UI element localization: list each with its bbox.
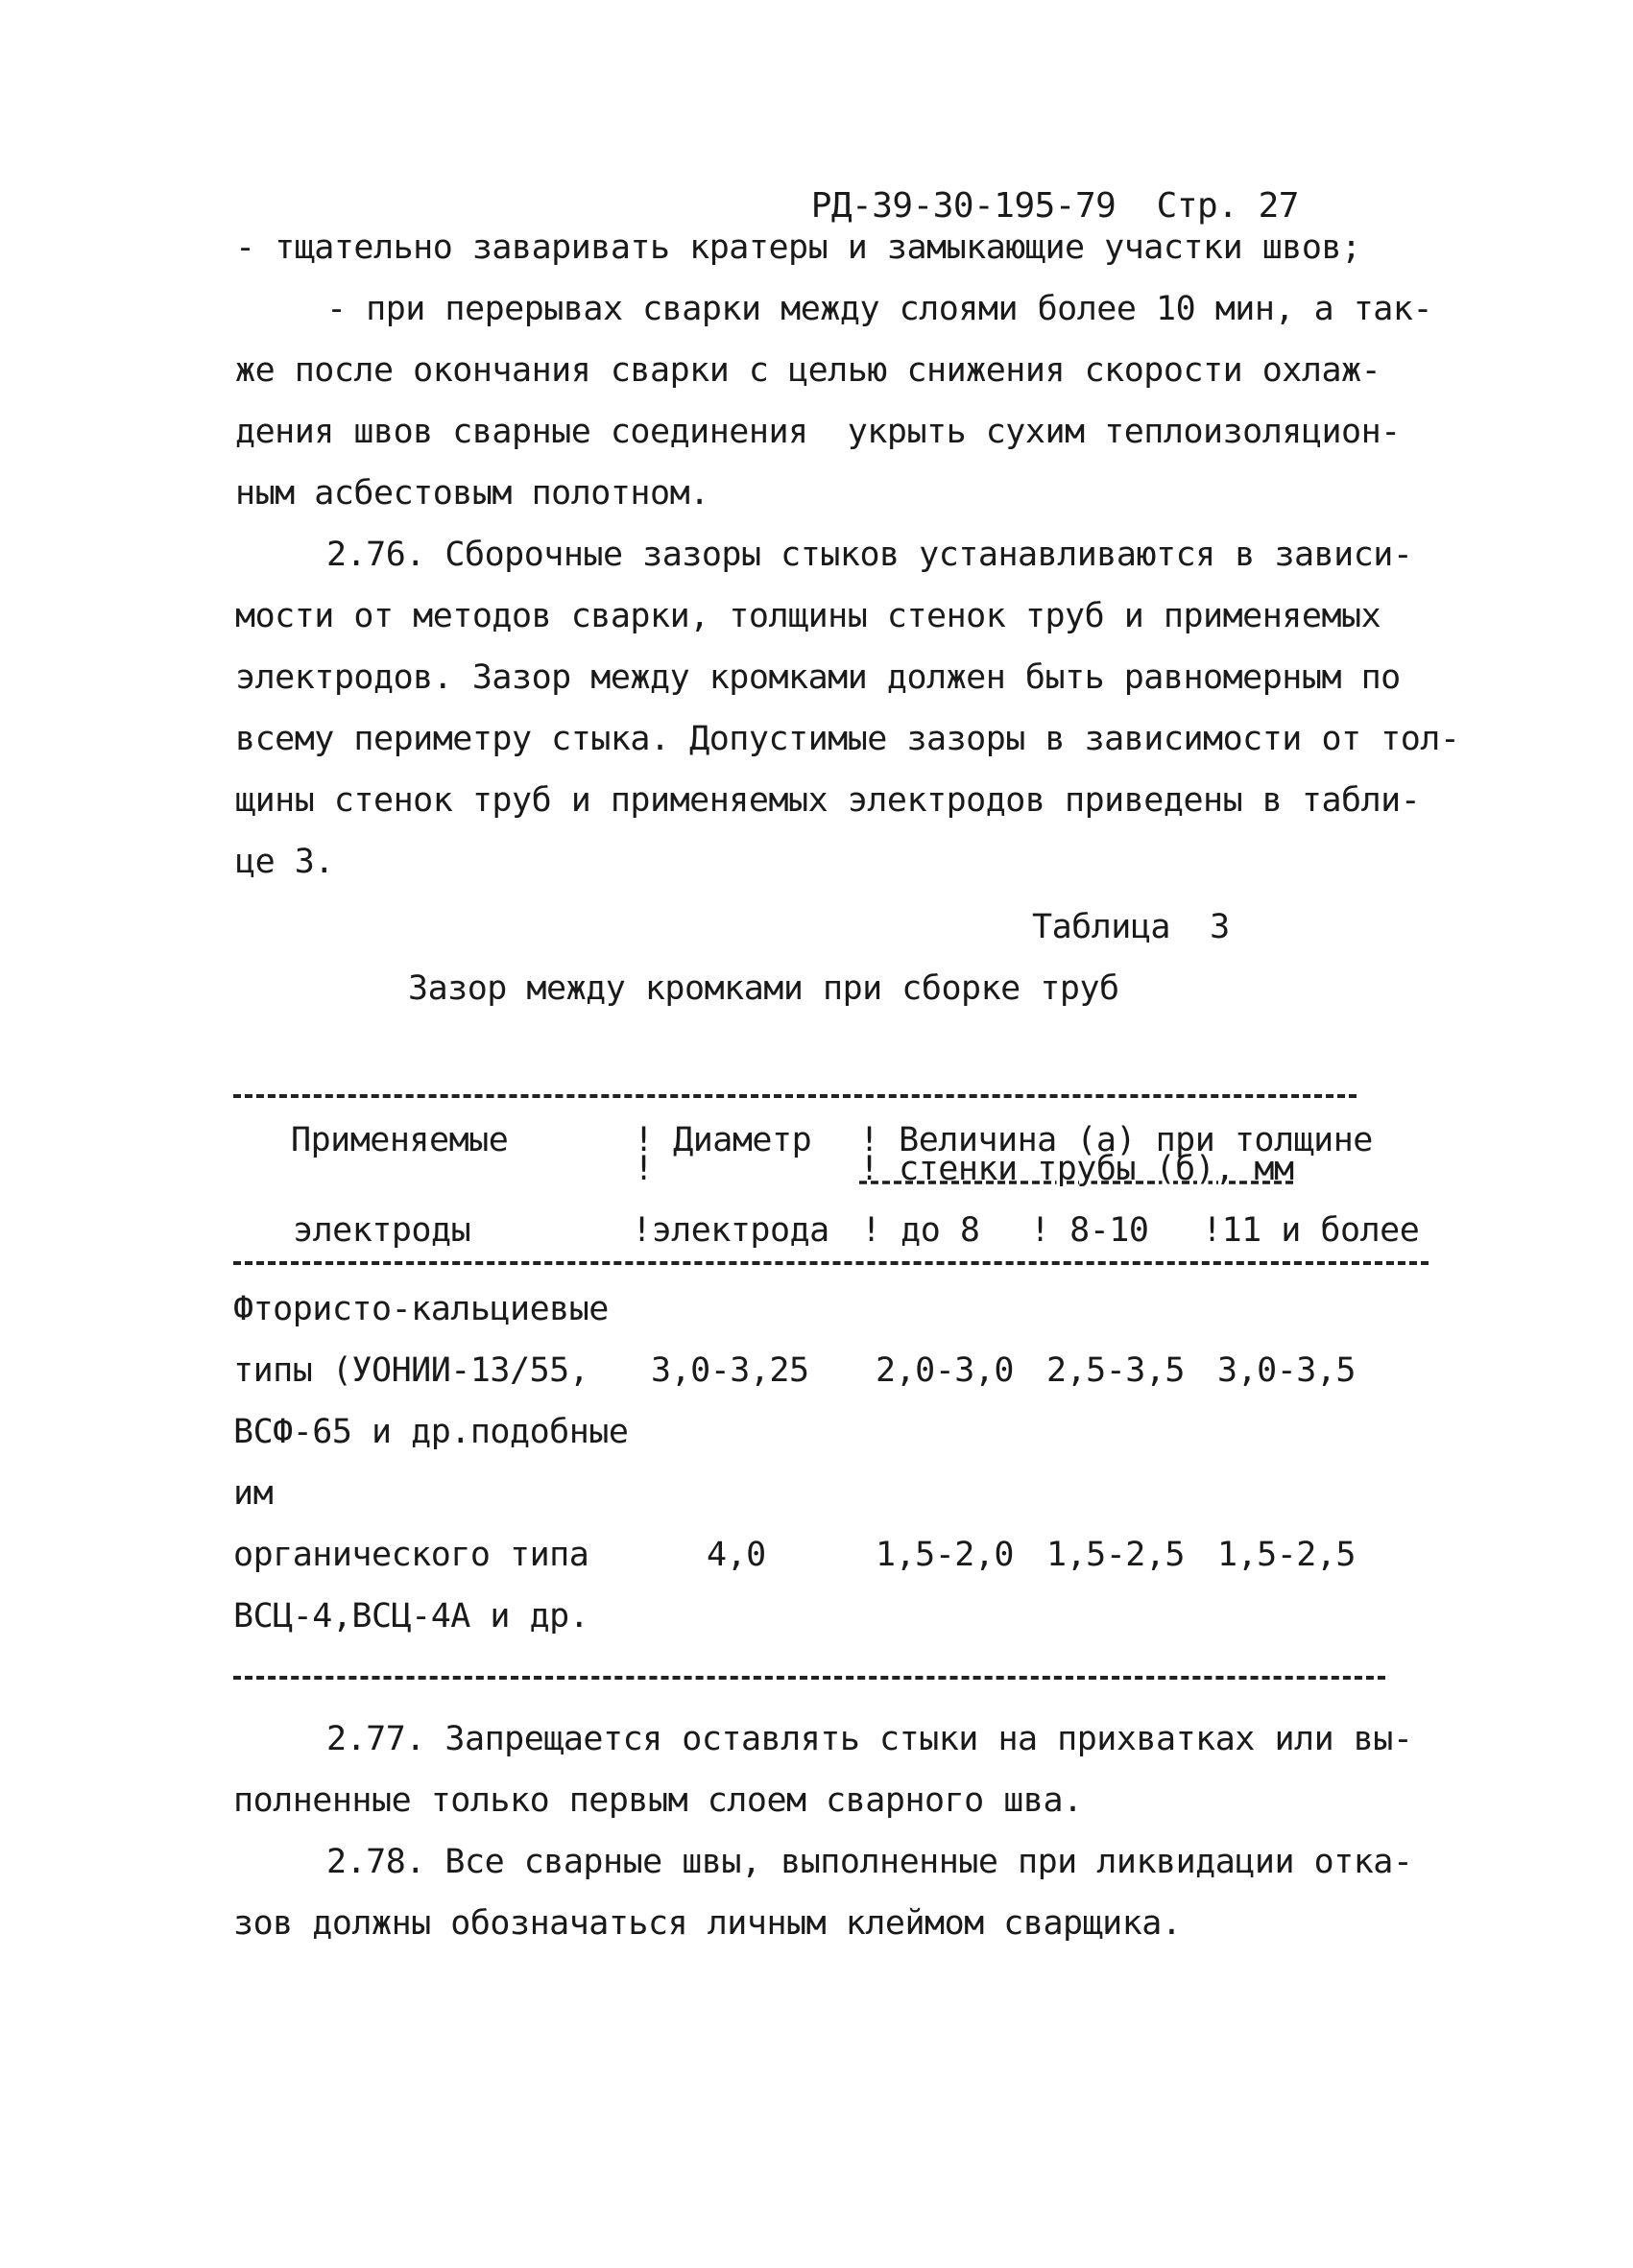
table-row-1-value-upto8: 2,0-3,0 bbox=[876, 1351, 1015, 1390]
header-sub-11plus: !11 и более bbox=[1202, 1211, 1420, 1250]
page-number: 27 bbox=[1258, 186, 1299, 226]
header-sub-upto8: ! до 8 bbox=[861, 1211, 980, 1250]
text-line: зов должны обозначаться личным клеймом сварщика. bbox=[233, 1904, 1182, 1943]
text-line: 2.78. Все сварные швы, выполненные при ликвидации отка- bbox=[326, 1843, 1413, 1881]
table-row-1-diameter: 3,0-3,25 bbox=[651, 1351, 809, 1390]
text-line: дения швов сварные соединения укрыть сухим теплоизоляцион- bbox=[235, 413, 1401, 451]
header-gap-top: ! Величина (а) при толщине bbox=[859, 1121, 1373, 1159]
text-line: - тщательно заваривать кратеры и замыкающие участки швов; bbox=[235, 228, 1361, 267]
table-row-2-line: ВСЦ-4,ВСЦ-4А и др. bbox=[233, 1597, 589, 1635]
table-row-1-value-8-10: 2,5-3,5 bbox=[1046, 1351, 1186, 1390]
text-line: 2.76. Сборочные зазоры стыков устанавливаются в зависи- bbox=[326, 536, 1413, 574]
text-line: же после окончания сварки с целью снижения скорости охлаж- bbox=[235, 351, 1381, 390]
text-line: щины стенок труб и применяемых электродов приведены в табли- bbox=[235, 781, 1421, 820]
table-row-2-value-11plus: 1,5-2,5 bbox=[1217, 1536, 1357, 1574]
table-top-rule bbox=[233, 1094, 1357, 1098]
table-row-2-line: органического типа bbox=[233, 1536, 589, 1574]
header-electrodes-top: Применяемые bbox=[291, 1121, 509, 1159]
text-line: электродов. Зазор между кромками должен быть равномерным по bbox=[235, 658, 1401, 697]
header-electrodes-bottom: электроды bbox=[293, 1211, 471, 1250]
text-line: це 3. bbox=[235, 843, 334, 881]
table-row-2-value-upto8: 1,5-2,0 bbox=[876, 1536, 1015, 1574]
header-sub-8-10: ! 8-10 bbox=[1030, 1211, 1149, 1250]
table-header-rule bbox=[233, 1261, 1429, 1265]
table-row-1-value-11plus: 3,0-3,5 bbox=[1217, 1351, 1357, 1390]
text-line: мости от методов сварки, толщины стенок труб и применяемых bbox=[235, 597, 1381, 635]
table-title: Зазор между кромками при сборке труб bbox=[408, 969, 1119, 1008]
text-line: всему периметру стыка. Допустимые зазоры в зависимости от тол- bbox=[235, 720, 1460, 758]
text-line: полненные только первым слоем сварного шва. bbox=[233, 1781, 1083, 1820]
header-diameter-top: ! Диаметр bbox=[634, 1121, 812, 1159]
table-bottom-rule bbox=[233, 1676, 1385, 1680]
text-line: ным асбестовым полотном. bbox=[235, 474, 709, 513]
table-row-1-line: Фтористо-кальциевые bbox=[233, 1290, 609, 1328]
page-label: Стр. bbox=[1156, 186, 1238, 226]
table-row-1-line: ВСФ-65 и др.подобные bbox=[233, 1413, 629, 1451]
header-gap-mid: ! стенки трубы (б), мм bbox=[859, 1150, 1294, 1188]
table-row-1-line: им bbox=[233, 1474, 274, 1513]
text-line: 2.77. Запрещается оставлять стыки на прихватках или вы- bbox=[326, 1720, 1413, 1758]
table-row-1-line: типы (УОНИИ-13/55, bbox=[233, 1351, 589, 1390]
table-label: Таблица 3 bbox=[1032, 908, 1230, 946]
table-row-2-value-8-10: 1,5-2,5 bbox=[1046, 1536, 1186, 1574]
header-diameter-mid: ! bbox=[634, 1150, 654, 1188]
document-code: РД-39-30-195-79 bbox=[810, 186, 1117, 226]
table-row-2-diameter: 4,0 bbox=[707, 1536, 766, 1574]
text-line: - при перерывах сварки между слоями более 10 мин, а так- bbox=[326, 290, 1433, 328]
header-diameter-bottom: !электрода bbox=[632, 1211, 829, 1250]
